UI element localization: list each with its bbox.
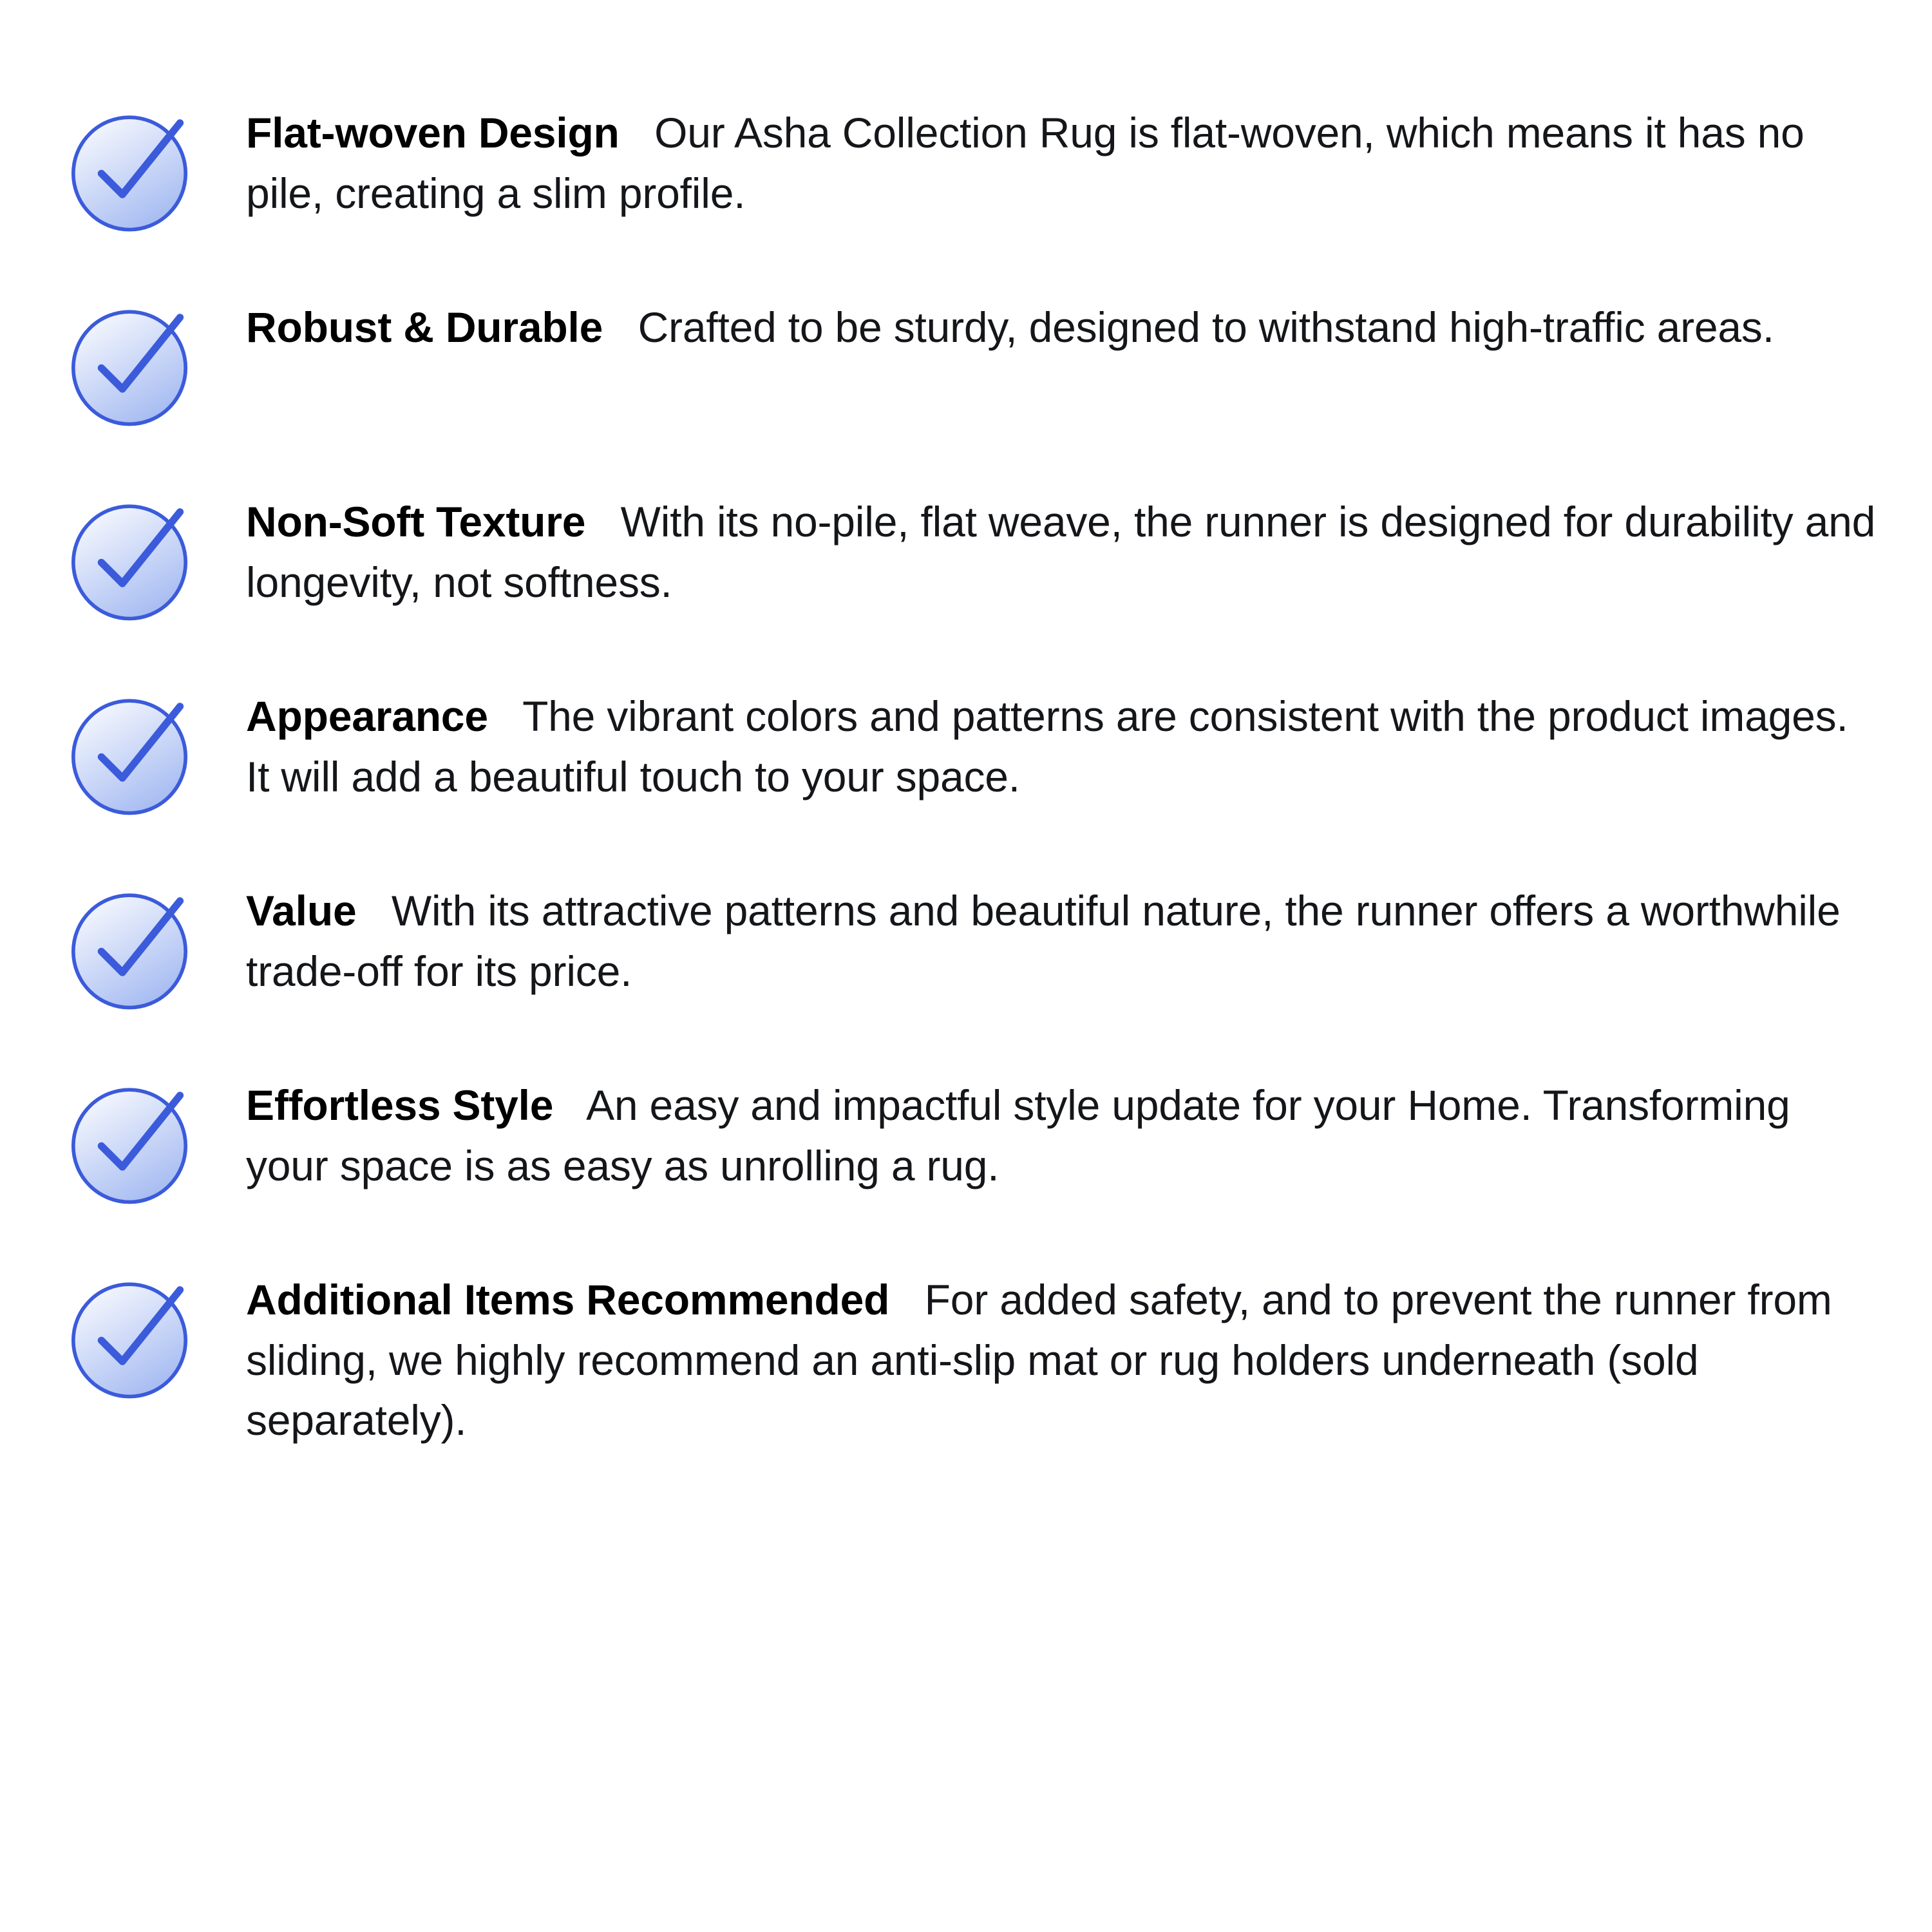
list-item <box>52 97 1880 241</box>
feature-text <box>246 875 1880 1001</box>
check-circle-icon-wrapper <box>52 875 246 1019</box>
check-circle-icon <box>59 295 200 435</box>
feature-text <box>246 1264 1880 1451</box>
feature-title: Robust & Durable <box>246 303 603 351</box>
check-circle-icon-wrapper <box>52 97 246 241</box>
check-circle-icon-wrapper <box>52 1069 246 1213</box>
list-item <box>52 1069 1880 1213</box>
list-item <box>52 486 1880 630</box>
list-item <box>52 291 1880 435</box>
feature-description: An easy and impactful style update for your Home. Transforming your space is as easy as unrolling a rug. <box>246 1081 1790 1189</box>
feature-title: Effortless Style <box>246 1081 554 1129</box>
feature-description: The vibrant colors and patterns are consistent with the product images. It will add a beautiful touch to your space. <box>246 692 1848 800</box>
feature-text <box>246 97 1880 223</box>
check-circle-icon <box>59 878 200 1019</box>
list-item <box>52 1264 1880 1451</box>
check-circle-icon-wrapper <box>52 291 246 435</box>
list-item <box>52 875 1880 1019</box>
feature-text <box>246 1069 1880 1196</box>
check-circle-icon-wrapper <box>52 680 246 824</box>
feature-description: With its attractive patterns and beautiful nature, the runner offers a worthwhile trade-off for its price. <box>246 887 1841 995</box>
feature-description: For added safety, and to prevent the runner from sliding, we highly recommend an anti-slip mat or rug holders underneath (sold separately). <box>246 1276 1832 1444</box>
feature-text <box>246 486 1880 612</box>
list-item <box>52 680 1880 824</box>
feature-title: Appearance <box>246 692 488 740</box>
check-circle-icon <box>59 1073 200 1213</box>
check-circle-icon <box>59 100 200 241</box>
check-circle-icon-wrapper <box>52 1264 246 1408</box>
feature-text <box>246 680 1880 807</box>
feature-title: Value <box>246 887 357 934</box>
feature-list <box>52 97 1880 1451</box>
feature-description: Our Asha Collection Rug is flat-woven, which means it has no pile, creating a slim profile. <box>246 109 1804 217</box>
check-circle-icon <box>59 1267 200 1408</box>
feature-description: With its no-pile, flat weave, the runner is designed for durability and longevity, not softness. <box>246 498 1876 606</box>
feature-title: Additional Items Recommended <box>246 1276 890 1323</box>
feature-title: Non-Soft Texture <box>246 498 586 545</box>
check-circle-icon <box>59 489 200 630</box>
feature-description: Crafted to be sturdy, designed to withstand high-traffic areas. <box>638 303 1774 351</box>
check-circle-icon <box>59 684 200 824</box>
feature-text <box>246 291 1880 358</box>
feature-title: Flat-woven Design <box>246 109 620 156</box>
check-circle-icon-wrapper <box>52 486 246 630</box>
